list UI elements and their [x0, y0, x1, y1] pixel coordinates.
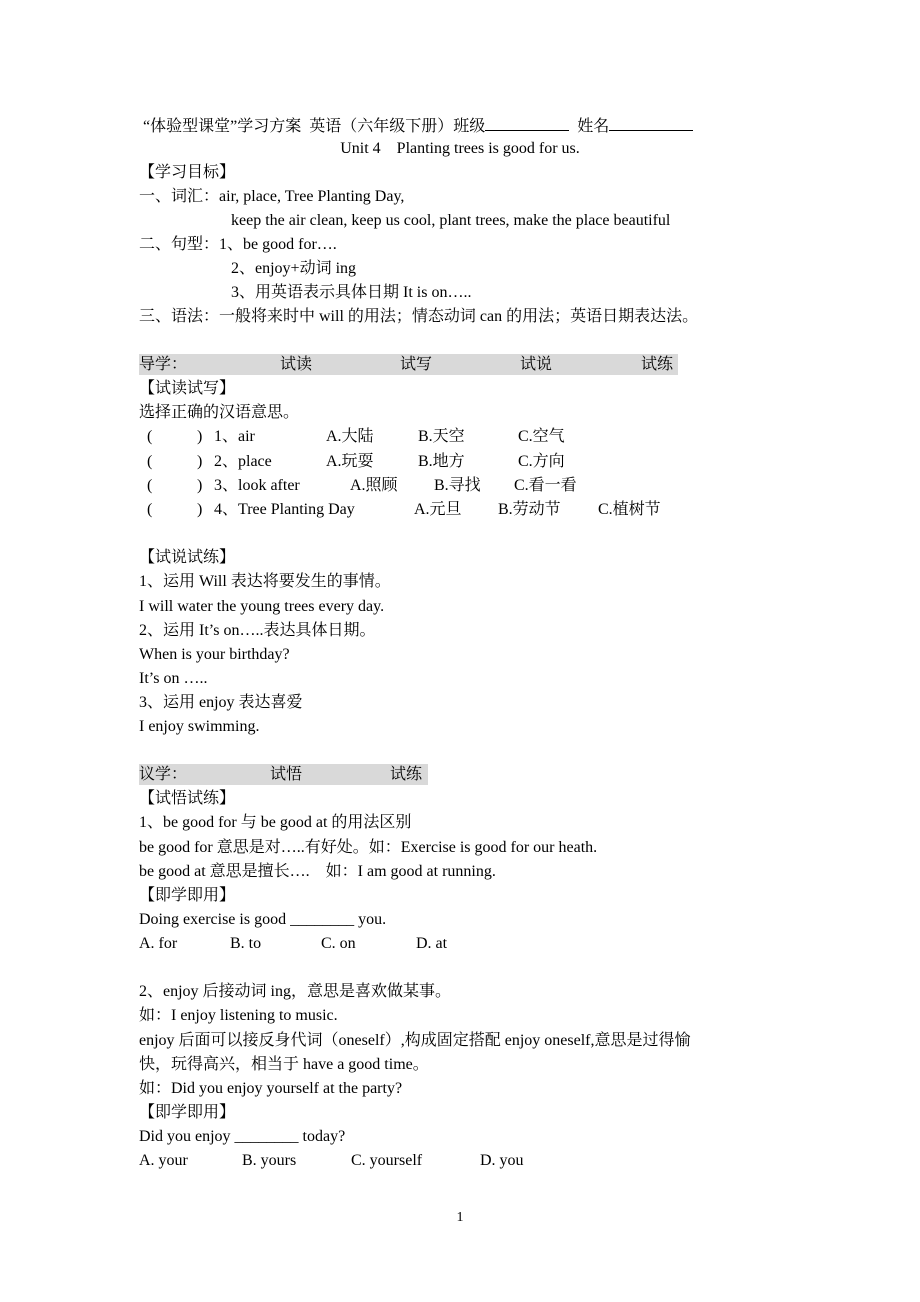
question-text: Doing exercise is good [139, 911, 291, 928]
understand-line: enjoy 后面可以接反身代词（oneself）,构成固定搭配 enjoy oneself,意思是过得愉 [139, 1032, 691, 1049]
answer-paren-open: ( [147, 477, 153, 494]
question-text: you. [354, 911, 387, 928]
option-b: B.地方 [418, 453, 465, 470]
question-text: today? [298, 1128, 346, 1145]
apply-heading: 【即学即用】 [139, 1104, 236, 1121]
answer-paren-close: ) [197, 501, 203, 518]
class-blank [485, 114, 569, 131]
question-1 [139, 909, 386, 931]
answer-paren-open: ( [147, 428, 153, 445]
discuss-step-understand: 试悟 [270, 766, 303, 783]
question-2 [139, 1126, 345, 1148]
apply-heading: 【即学即用】 [139, 887, 236, 904]
q1-option-a: A. for [139, 935, 178, 952]
option-a: A.大陆 [326, 428, 374, 445]
pattern-1: 1、be good for…. [219, 236, 337, 253]
header-title: “体验型课堂”学习方案 英语（六年级下册）班级 [143, 118, 486, 135]
option-b: B.天空 [418, 428, 465, 445]
discuss-label: 议学： [139, 766, 188, 783]
speak-line: 3、运用 enjoy 表达喜爱 [139, 694, 303, 711]
grammar-line: 三、语法：一般将来时中 will 的用法；情态动词 can 的用法；英语日期表达法。 [139, 308, 699, 325]
item-word: 2、place [214, 453, 272, 470]
name-label: 姓名 [577, 118, 610, 135]
answer-paren-close: ) [197, 428, 203, 445]
speak-line: It’s on ….. [139, 670, 208, 687]
option-a: A.元旦 [414, 501, 462, 518]
vocab-line [139, 186, 404, 208]
speak-line: 1、运用 Will 表达将要发生的事情。 [139, 573, 391, 590]
option-b: B.寻找 [434, 477, 481, 494]
readwrite-instruction: 选择正确的汉语意思。 [139, 404, 300, 421]
understand-line: 1、be good for 与 be good at 的用法区别 [139, 814, 412, 831]
item-word: 4、Tree Planting Day [214, 501, 355, 518]
option-c: C.植树节 [598, 501, 661, 518]
option-a: A.玩耍 [326, 453, 374, 470]
pattern-label: 二、句型： [139, 236, 220, 253]
pattern-3: 3、用英语表示具体日期 It is on….. [231, 284, 472, 301]
pattern-line [139, 234, 337, 256]
understand-line: 2、enjoy 后接动词 ing，意思是喜欢做某事。 [139, 983, 451, 1000]
vocab-phrases: keep the air clean, keep us cool, plant trees, make the place beautiful [231, 212, 671, 229]
answer-blank: ________ [234, 1128, 299, 1145]
option-a: A.照顾 [350, 477, 398, 494]
objectives-heading: 【学习目标】 [139, 164, 236, 181]
understand-line: 如：I enjoy listening to music. [139, 1007, 338, 1024]
pattern-2: 2、enjoy+动词 ing [231, 260, 357, 277]
speakpractice-heading: 【试说试练】 [139, 549, 236, 566]
speak-line: I will water the young trees every day. [139, 598, 385, 615]
q1-option-b: B. to [230, 935, 262, 952]
q2-option-a: A. your [139, 1152, 188, 1169]
answer-paren-close: ) [197, 453, 203, 470]
item-word: 1、air [214, 428, 255, 445]
guide-step-write: 试写 [400, 356, 433, 373]
guide-step-practice: 试练 [641, 356, 674, 373]
item-word: 3、look after [214, 477, 300, 494]
guide-step-speak: 试说 [520, 356, 553, 373]
question-text: Did you enjoy [139, 1128, 235, 1145]
understand-heading: 【试悟试练】 [139, 790, 236, 807]
speak-line: I enjoy swimming. [139, 718, 260, 735]
q1-option-c: C. on [321, 935, 356, 952]
speak-line: 2、运用 It’s on…..表达具体日期。 [139, 622, 376, 639]
understand-line: 如：Did you enjoy yourself at the party? [139, 1080, 403, 1097]
unit-title: Unit 4 Planting trees is good for us. [340, 140, 580, 157]
page-number: 1 [456, 1210, 464, 1225]
understand-line: be good for 意思是对…..有好处。如：Exercise is good for our heath. [139, 839, 598, 856]
answer-paren-open: ( [147, 453, 153, 470]
option-c: C.空气 [518, 428, 565, 445]
guide-step-read: 试读 [280, 356, 313, 373]
name-blank [609, 114, 693, 131]
answer-paren-open: ( [147, 501, 153, 518]
readwrite-heading: 【试读试写】 [139, 380, 236, 397]
answer-blank: ________ [290, 911, 355, 928]
vocab-words: air, place, Tree Planting Day, [219, 188, 405, 205]
option-c: C.看一看 [514, 477, 577, 494]
speak-line: When is your birthday? [139, 646, 290, 663]
guide-label: 导学： [139, 356, 188, 373]
discuss-step-practice: 试练 [390, 766, 423, 783]
option-c: C.方向 [518, 453, 565, 470]
understand-line: be good at 意思是擅长…. 如：I am good at running. [139, 863, 496, 880]
q2-option-c: C. yourself [351, 1152, 423, 1169]
answer-paren-close: ) [197, 477, 203, 494]
q2-option-d: D. you [480, 1152, 524, 1169]
q1-option-d: D. at [416, 935, 448, 952]
worksheet-header [143, 114, 693, 136]
q2-option-b: B. yours [242, 1152, 297, 1169]
vocab-label: 一、词汇： [139, 188, 220, 205]
understand-line: 快，玩得高兴，相当于 have a good time。 [139, 1056, 429, 1073]
option-b: B.劳动节 [498, 501, 561, 518]
